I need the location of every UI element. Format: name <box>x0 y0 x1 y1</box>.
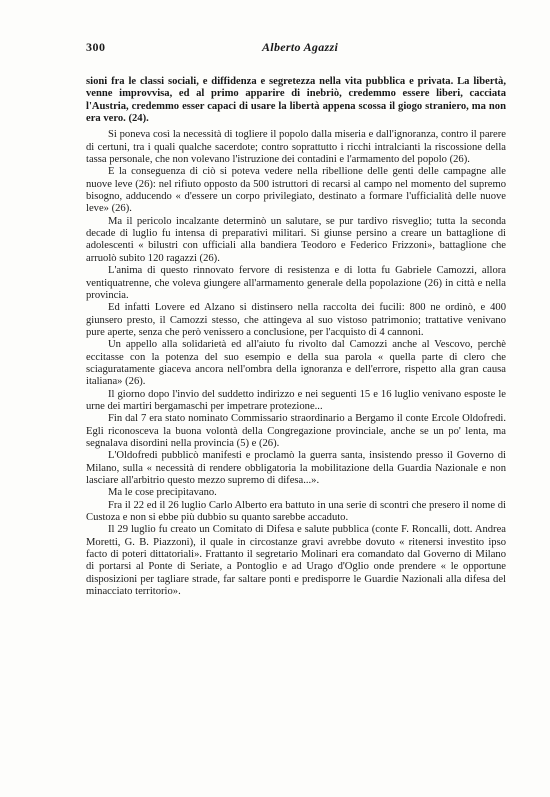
running-head-author: Alberto Agazzi <box>262 40 339 54</box>
body-text <box>86 76 506 598</box>
paragraph: Ma le cose precipitavano. <box>108 487 217 499</box>
page-number: 300 <box>86 40 106 54</box>
paragraph: L'anima di questo rinnovato fervore di resistenza e di lotta fu Gabriele Camozzi, allora ventiquatrenne, che voleva giungere all'armamento generale della popolazione (26) in città e nella provincia. <box>86 265 506 301</box>
paragraph: Un appello alla solidarietà ed all'aiuto fu rivolto dal Camozzi anche al Vescovo, perchè eccitasse con la potenza del suo esempio e della sua parola « quella parte di clero che sciaguratamente giaceva ancora nell'ombra della ignoranza e dell'errore, rispetto alla gran causa italiana» (26). <box>86 339 506 388</box>
paragraph: L'Oldofredi pubblicò manifesti e proclamò la guerra santa, insistendo presso il Governo di Milano, sulla « necessità di rendere obbligatoria la mobilitazione della Guardia Nazionale e non lasciare all'arbitrio questo mezzo supremo di difesa...». <box>86 450 506 486</box>
paragraph: Ma il pericolo incalzante determinò un salutare, se pur tardivo risveglio; tutta la seconda decade di luglio fu intensa di preparativi militari. Si giunse persino a creare un battaglione di adolescenti « bilustri con ufficiali alla bandiera Teodoro e Federico Frizzoni», battaglione che arruolò subito 120 ragazzi (26). <box>86 215 506 264</box>
paragraph: Fra il 22 ed il 26 luglio Carlo Alberto era battuto in una serie di scontri che presero il nome di Custoza e non si ebbe più dubbio su quanto sarebbe accaduto. <box>86 499 506 524</box>
paragraph: Il 29 luglio fu creato un Comitato di Difesa e salute pubblica (conte F. Roncalli, dott. Andrea Moretti, G. B. Piazzoni), il quale in circostanze gravi avrebbe dovuto « ritenersi investito ipso facto di poteri dittatoriali». Frattanto il segretario Molinari era comandato dal Governo di Milano di portarsi al Ponte di Seriate, a Pontoglio e ad Urago d'Oglio onde prendere « le opportune disposizioni per tagliare strade, far saltare ponti e predisporre le Guardie Nazionali alla difesa del minacciato territorio». <box>86 524 506 598</box>
paragraph: Ed infatti Lovere ed Alzano si distinsero nella raccolta dei fucili: 800 ne ordinò, e 400 giunsero presto, il Camozzi stesso, che attingeva al suo vistoso patrimonio; trattative venivano pure aperte, senza che però venissero a conclusione, per l'acquisto di 4 cannoni. <box>86 302 506 338</box>
paragraph: Si poneva così la necessità di togliere il popolo dalla miseria e dall'ignoranza, contro il parere di certuni, tra i quali qualche sacerdote; contro soprattutto i ricchi intralcianti la riscossione della tassa personale, che non volevano l'istruzione dei contadini e l'armamento del popolo (26). <box>86 129 506 166</box>
page-header <box>86 40 506 58</box>
paragraph: Fin dal 7 era stato nominato Commissario straordinario a Bergamo il conte Ercole Oldofredi. Egli riconosceva la buona volontà della Congregazione provinciale, anche se un po' lenta, ma segnalava disordini nella provincia (5) e (26). <box>86 413 506 449</box>
paragraph: Il giorno dopo l'invio del suddetto indirizzo e nei seguenti 15 e 16 luglio venivano esposte le urne dei martiri bergamaschi per impetrare protezione... <box>86 388 506 412</box>
paragraph-continuation: sioni fra le classi sociali, e diffidenza e segretezza nella vita pubblica e privata. La libertà, venne improvvisa, ed al primo apparire di inebriò, credemmo essere liberi, cacciata l'Austria, credemmo esser capaci di usare la libertà appena scossa il giogo straniero, ma non era vero. (24). <box>86 76 506 125</box>
paragraph: E la conseguenza di ciò si poteva vedere nella ribellione delle genti delle campagne alle nuove leve (26): nel rifiuto opposto da 500 istruttori di recarsi al campo nel momento del supremo bisogno, adducendo « d'essere un corpo privilegiato, destinato a formare l'ufficialità delle nuove leve» (26). <box>86 166 506 215</box>
